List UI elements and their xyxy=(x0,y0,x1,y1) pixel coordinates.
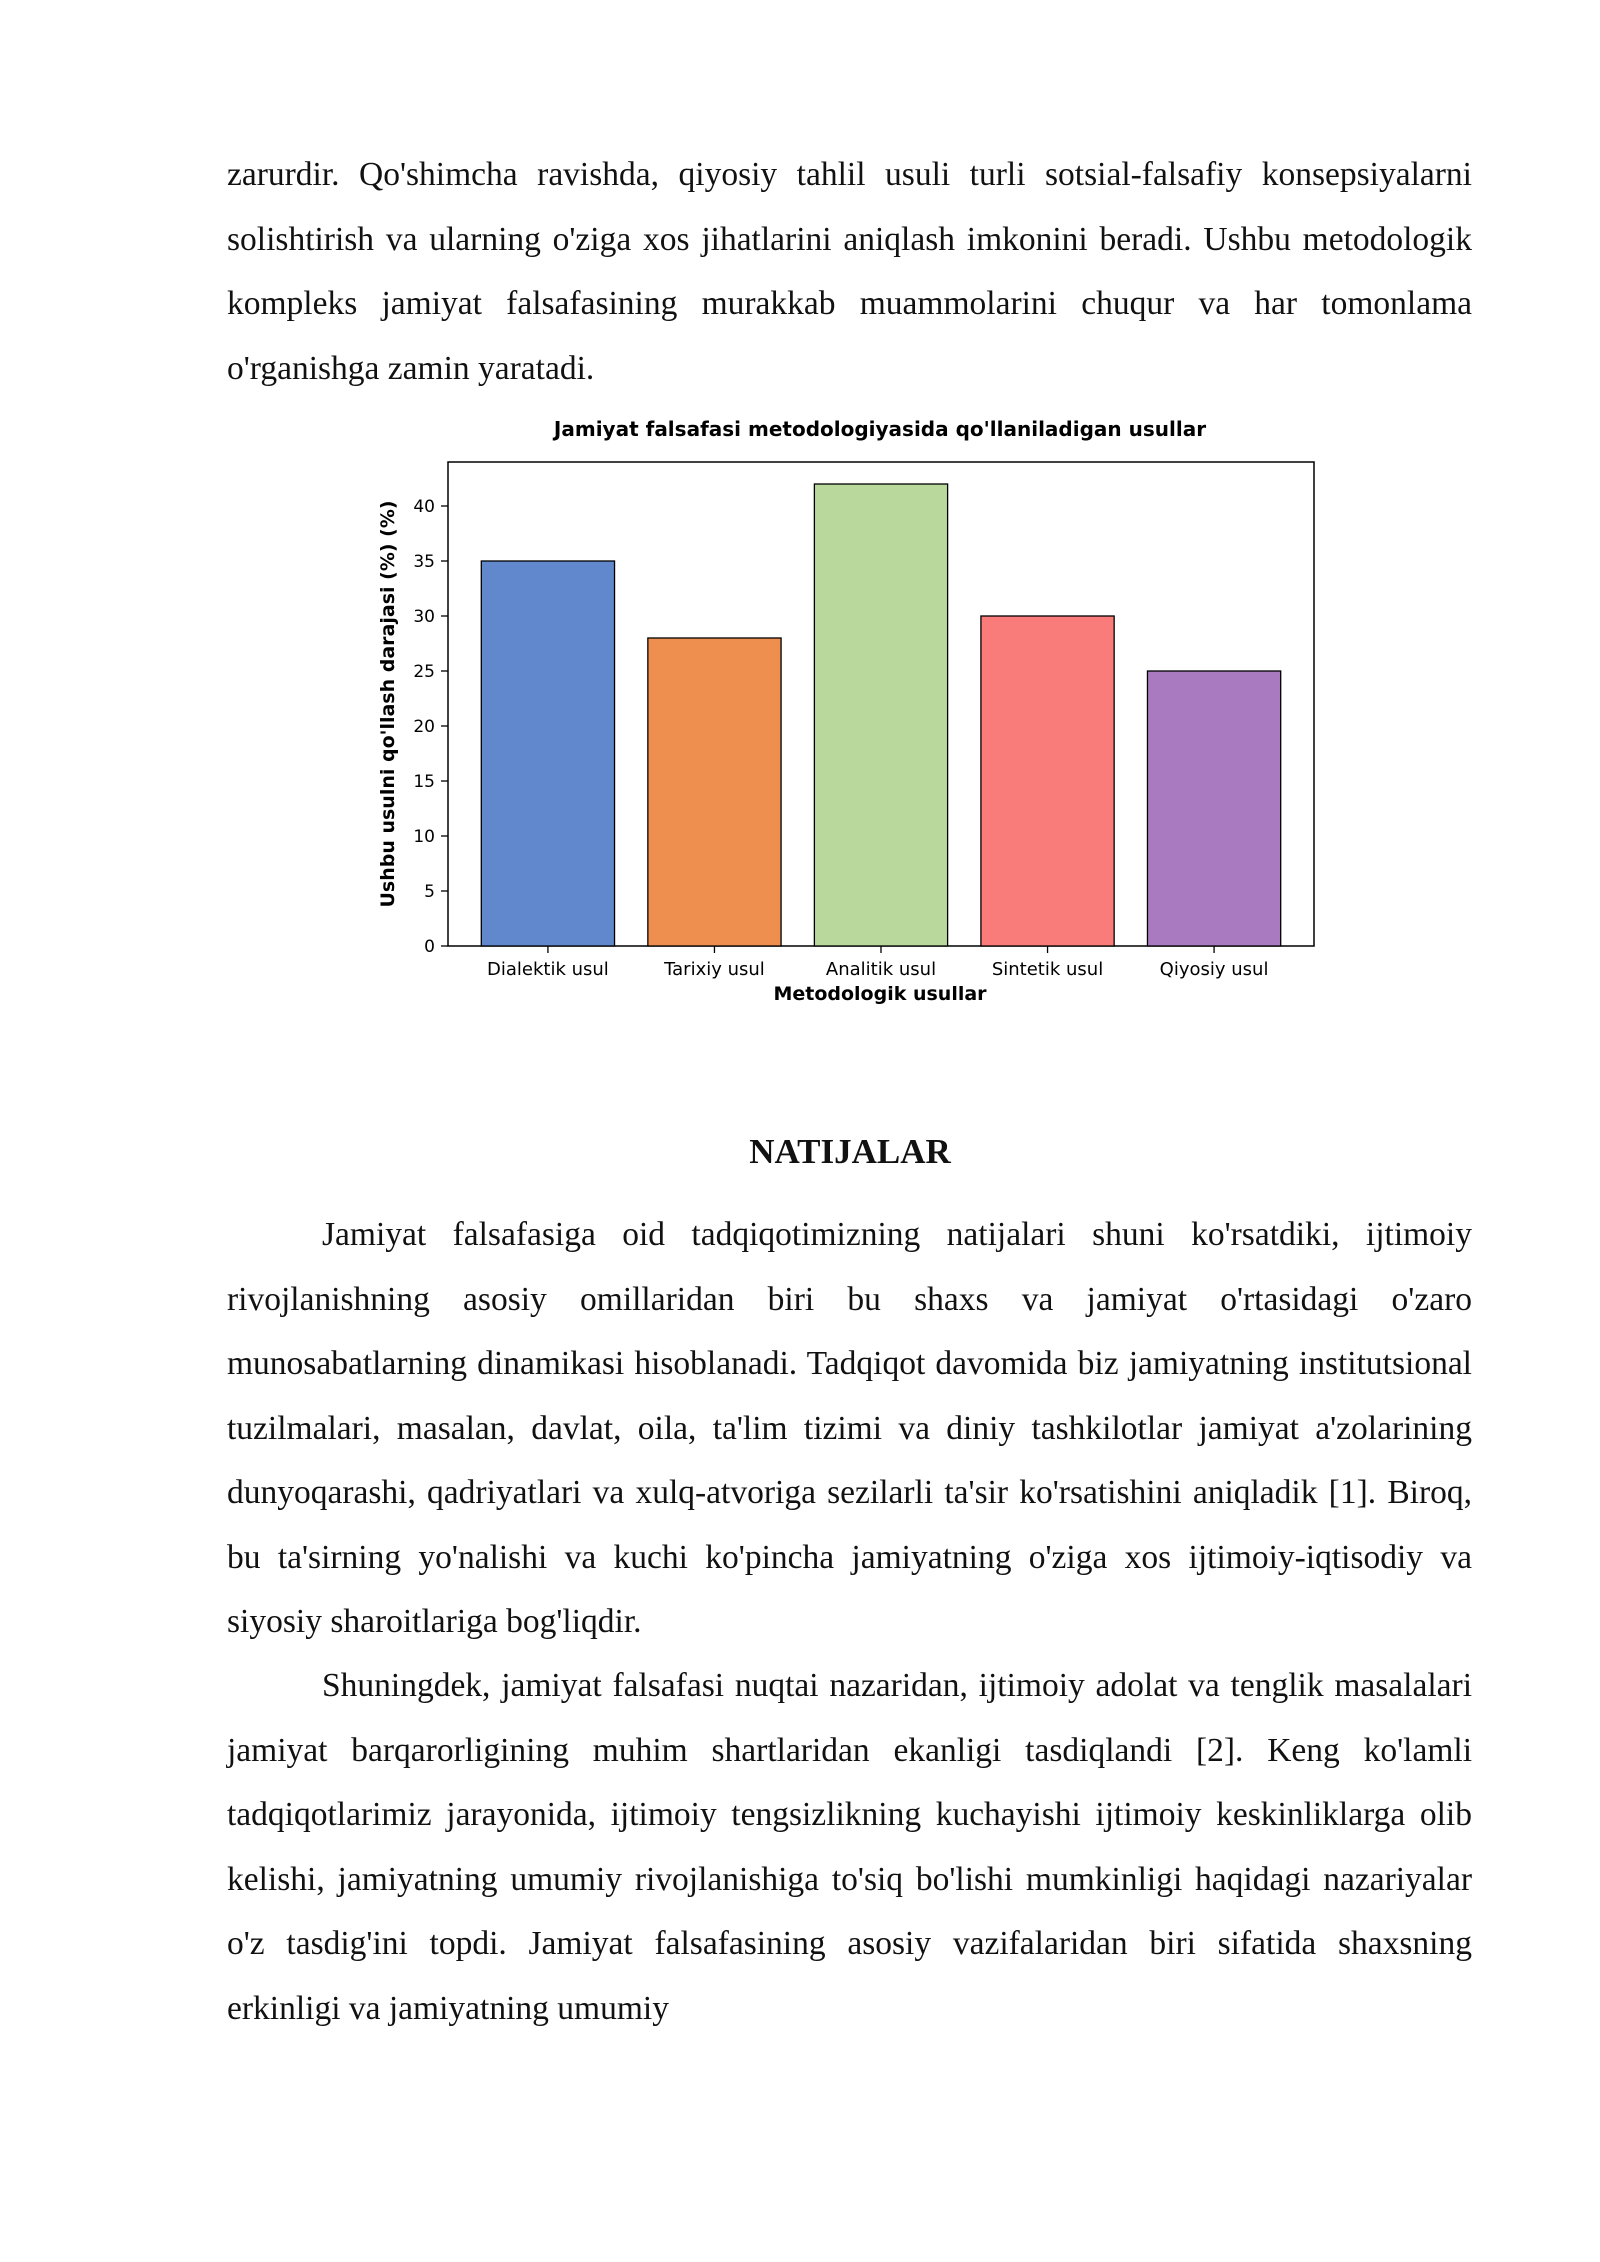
chart-title: Jamiyat falsafasi metodologiyasida qo'llaniladigan usullar xyxy=(553,417,1207,441)
bar xyxy=(1147,671,1280,946)
x-tick-label: Tarixiy usul xyxy=(664,959,765,980)
bars xyxy=(481,484,1280,946)
paragraph-results-1: Jamiyat falsafasiga oid tadqiqotimizning natijalari shuni ko'rsatdiki, ijtimoiy rivojlanishning asosiy omillaridan biri bu shaxs va jamiyat o'rtasidagi o'zaro munosabatlarning dinamikasi hisoblanadi. Tadqiqot davomida biz jamiyatning institutsional tuzilmalari, masalan, davlat, oila, ta'lim tizimi va diniy tashkilotlar jamiyat a'zolarining dunyoqarashi, qadriyatlari va xulq-atvoriga sezilarli ta'sir ko'rsatishini aniqladik [1]. Biroq, bu ta'sirning yo'nalishi va kuchi ko'pincha jamiyatning o'ziga xos ijtimoiy-iqtisodiy va siyosiy sharoitlariga bog'liqdir. xyxy=(227,1216,1472,1640)
paragraph-results-2: Shuningdek, jamiyat falsafasi nuqtai nazaridan, ijtimoiy adolat va tenglik masalalari jamiyat barqarorligining muhim shartlaridan ekanligi tasdiqlandi [2]. Keng ko'lamli tadqiqotlarimiz jarayonida, ijtimoiy tengsizlikning kuchayishi ijtimoiy keskinliklarga olib kelishi, jamiyatning umumiy rivojlanishiga to'siq bo'lishi mumkinligi haqidagi nazariyalar o'z tasdig'ini topdi. Jamiyat falsafasining asosiy vazifalaridan biri sifatida shaxsning erkinligi va jamiyatning umumiy xyxy=(227,1667,1472,2027)
x-tick-label: Sintetik usul xyxy=(991,959,1104,980)
bar-chart xyxy=(360,405,1330,1015)
y-tick-label: 5 xyxy=(424,882,435,902)
x-axis-ticks xyxy=(487,946,1268,980)
bar xyxy=(981,616,1114,946)
paragraph-intro: zarurdir. Qo'shimcha ravishda, qiyosiy tahlil usuli turli sotsial-falsafiy konsepsiyalarni solishtirish va ularning o'ziga xos jihatlarini aniqlash imkonini beradi. Ushbu metodologik kompleks jamiyat falsafasining murakkab muammolarini chuqur va har tomonlama o'rganishga zamin yaratadi. xyxy=(227,156,1472,387)
bar xyxy=(814,484,947,946)
y-tick-label: 30 xyxy=(413,607,435,627)
section-heading: NATIJALAR xyxy=(749,1132,951,1171)
x-tick-label: Qiyosiy usul xyxy=(1159,959,1269,980)
x-axis-label: Metodologik usullar xyxy=(773,983,987,1005)
y-tick-label: 35 xyxy=(413,552,435,572)
y-tick-label: 0 xyxy=(424,937,435,957)
y-tick-label: 10 xyxy=(413,827,435,847)
y-axis-label: Ushbu usulni qo'llash darajasi (%) (%) xyxy=(377,500,399,908)
x-tick-label: Dialektik usul xyxy=(487,959,609,980)
y-tick-label: 15 xyxy=(413,772,435,792)
y-tick-label: 20 xyxy=(413,717,435,737)
y-axis-ticks xyxy=(413,497,448,957)
y-tick-label: 25 xyxy=(413,662,435,682)
bar xyxy=(648,638,781,946)
x-tick-label: Analitik usul xyxy=(825,959,937,980)
y-tick-label: 40 xyxy=(413,497,435,517)
bar xyxy=(481,561,614,946)
